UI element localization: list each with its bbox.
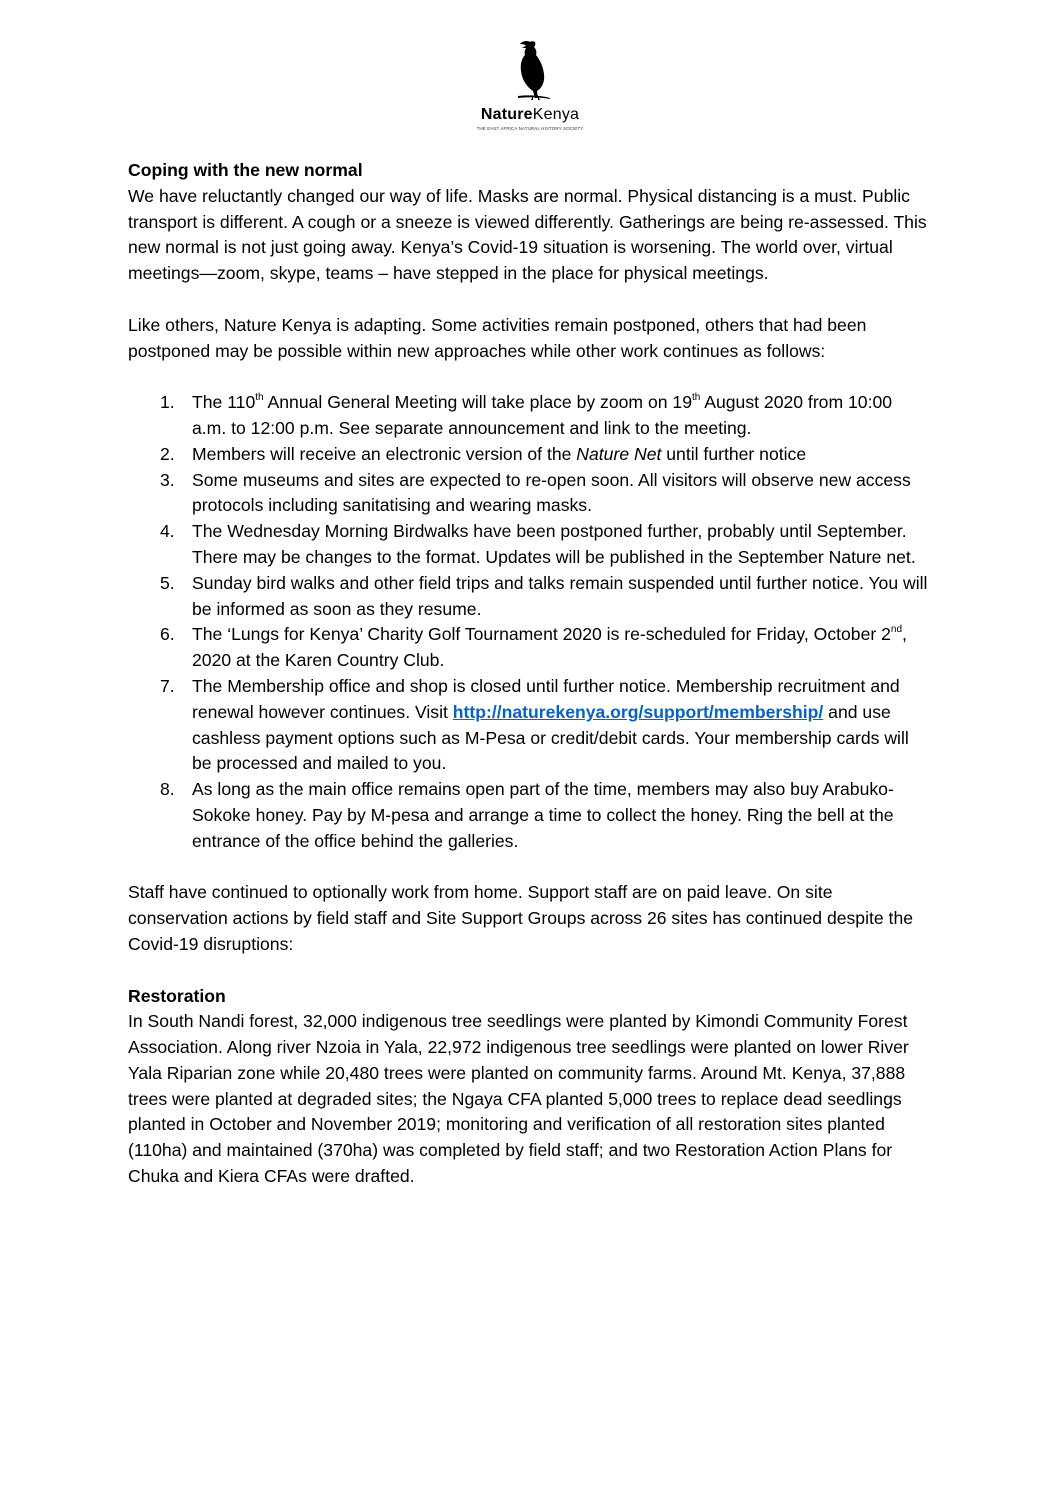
list-text: The ‘Lungs for Kenya’ Charity Golf Tournament 2020 is re-scheduled for Friday, October 2 — [192, 624, 891, 645]
list-number: 4. — [160, 521, 175, 542]
list-text: Some museums and sites are expected to re-open soon. All visitors will observe new access protocols including sanitatising and wearing masks. — [192, 469, 911, 516]
bird-silhouette-icon — [500, 38, 560, 108]
list-text: The 110 — [192, 392, 256, 413]
logo-tagline: THE EAST AFRICA NATURAL HISTORY SOCIETY — [476, 126, 584, 131]
document-body — [128, 158, 928, 1190]
list-item — [128, 468, 928, 520]
list-text: and use cashless payment options such as M-Pesa or credit/debit cards. Your membership cards will be processed and mailed to you. — [192, 701, 909, 774]
list-item — [128, 777, 928, 854]
paragraph-spacer — [128, 364, 928, 390]
list-number: 8. — [160, 779, 175, 800]
publication-title: Nature Net — [576, 443, 662, 464]
membership-link[interactable]: http://naturekenya.org/support/membership/ — [452, 701, 824, 722]
section-heading-restoration: Restoration — [128, 985, 226, 1006]
superscript: th — [691, 392, 701, 404]
list-number: 6. — [160, 624, 175, 645]
list-item — [128, 571, 928, 623]
logo-wordmark — [470, 106, 590, 124]
superscript: th — [255, 392, 264, 404]
staff-paragraph: Staff have continued to optionally work from home. Support staff are on paid leave. On site conservation actions by field staff and Site Support Groups across 26 sites has continued despite the Covid-19 disruptions: — [128, 882, 914, 954]
logo-name-bold: Nature — [480, 106, 533, 123]
list-number: 1. — [160, 392, 175, 413]
list-number: 2. — [160, 443, 175, 464]
list-text: The Wednesday Morning Birdwalks have been postponed further, probably until September. There may be changes to the format. Updates will be published in the September Nature net. — [192, 521, 916, 567]
list-text: As long as the main office remains open part of the time, members may also buy Arabuko-Sokoke honey. Pay by M-pesa and arrange a time to collect the honey. Ring the bell at the entrance of the office behind the galleries. — [192, 779, 894, 851]
paragraph-spacer — [128, 958, 928, 984]
nature-kenya-logo — [470, 38, 590, 138]
list-item — [128, 519, 928, 571]
list-text: Annual General Meeting will take place by zoom on 19 — [263, 392, 692, 413]
list-text: Sunday bird walks and other field trips and talks remain suspended until further notice. You will be informed as soon as they resume. — [192, 572, 928, 619]
paragraph-spacer — [128, 855, 928, 881]
list-number: 7. — [160, 675, 175, 696]
list-text: , 2020 at the Karen Country Club. — [192, 624, 907, 671]
logo-name-regular: Kenya — [532, 106, 580, 123]
superscript: nd — [890, 624, 903, 636]
list-item — [128, 390, 928, 442]
list-item — [128, 622, 928, 674]
restoration-paragraph: In South Nandi forest, 32,000 indigenous tree seedlings were planted by Kimondi Community Forest Association. Along river Nzoia in Yala, 22,972 indigenous tree seedlings were planted on lower River Yala Riparian zone while 20,480 trees were planted on community farms. Around Mt. Kenya, 37,888 trees were planted at degraded sites; the Ngaya CFA planted 5,000 trees to replace dead seedlings planted in October and November 2019; monitoring and verification of all restoration sites planted (110ha) and maintained (370ha) was completed by field staff; and two Restoration Action Plans for Chuka and Kiera CFAs were drafted. — [128, 1011, 909, 1187]
list-text: until further notice — [661, 443, 807, 464]
list-number: 3. — [160, 469, 175, 490]
section-heading-coping: Coping with the new normal — [128, 160, 363, 180]
list-item — [128, 442, 928, 468]
paragraph-spacer — [128, 287, 928, 313]
list-text: August 2020 from 10:00 a.m. to 12:00 p.m. See separate announcement and link to the meeting. — [192, 392, 893, 438]
adapting-paragraph: Like others, Nature Kenya is adapting. Some activities remain postponed, others that had been postponed may be possible within new approaches while other work continues as follows: — [128, 314, 867, 361]
list-number: 5. — [160, 572, 175, 593]
activities-list — [128, 390, 928, 854]
intro-paragraph: We have reluctantly changed our way of life. Masks are normal. Physical distancing is a must. Public transport is different. A cough or a sneeze is viewed differently. Gatherings are being re-assessed. This new normal is not just going away. Kenya’s Covid-19 situation is worsening. The world over, virtual meetings—zoom, skype, teams – have stepped in the place for physical meetings. — [128, 185, 927, 284]
list-text: The Membership office and shop is closed until further notice. Membership recruitment and renewal however continues. Visit — [192, 675, 900, 722]
list-text: Members will receive an electronic version of the — [192, 443, 577, 464]
list-item — [128, 674, 928, 777]
